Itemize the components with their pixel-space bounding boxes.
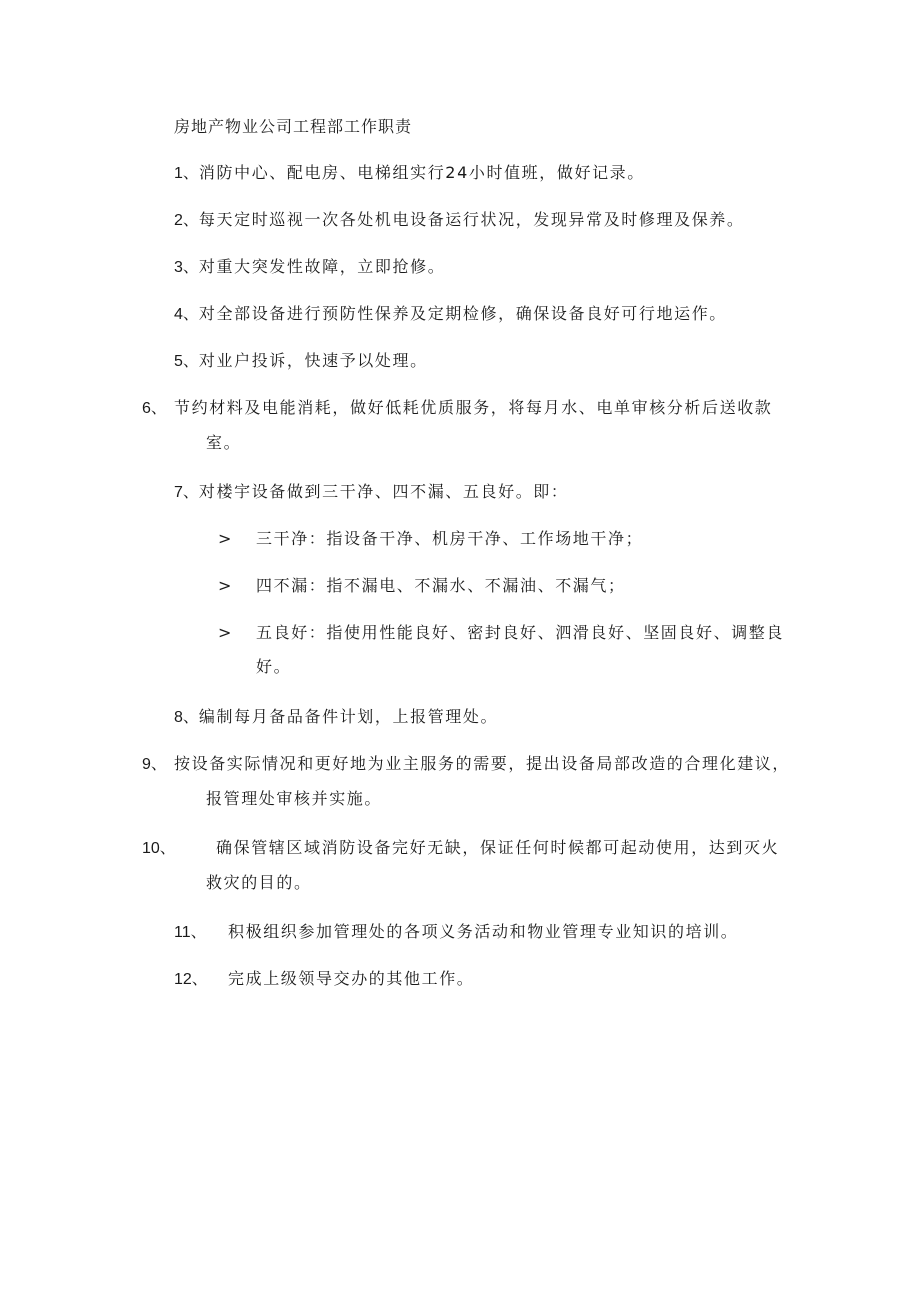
list-item: 6、 节约材料及电能消耗，做好低耗优质服务，将每月水、电单审核分析后送收款室。 xyxy=(142,398,773,452)
item-text: 每天定时巡视一次各处机电设备运行状况，发现异常及时修理及保养。 xyxy=(198,210,745,229)
chevron-right-icon: > xyxy=(218,576,232,595)
sub-item-text: 三干净：指设备干净、机房干净、工作场地干净； xyxy=(256,529,644,548)
item-number: 5、 xyxy=(174,353,199,370)
list-item xyxy=(174,203,790,238)
list-item xyxy=(174,962,790,997)
sub-item-text: 四不漏：指不漏电、不漏水、不漏油、不漏气； xyxy=(256,576,626,595)
item-number: 8、 xyxy=(174,709,199,726)
item-text: 积极组织参加管理处的各项义务活动和物业管理专业知识的培训。 xyxy=(228,922,739,941)
chevron-right-icon: > xyxy=(218,623,232,642)
item-number: 4、 xyxy=(174,306,199,323)
list-item xyxy=(174,250,790,285)
item-number: 11、 xyxy=(174,924,207,941)
item-number: 10、 xyxy=(142,840,176,857)
item-text: 编制每月备品备件计划，上报管理处。 xyxy=(198,707,499,726)
list-item xyxy=(174,156,790,191)
item-text: 对业户投诉，快速予以处理。 xyxy=(198,351,428,370)
list-item xyxy=(174,297,790,332)
chevron-right-icon: > xyxy=(218,529,232,548)
item-text: 对楼宇设备做到三干净、四不漏、五良好。即： xyxy=(198,482,569,501)
item-text: 消防中心、配电房、电梯组实行24小时值班，做好记录。 xyxy=(198,163,645,182)
sub-list-item xyxy=(218,616,816,684)
list-item xyxy=(174,475,790,510)
list-item xyxy=(174,344,790,379)
list-item xyxy=(174,700,790,735)
item-number: 7、 xyxy=(174,484,199,501)
item-text: 完成上级领导交办的其他工作。 xyxy=(228,969,475,988)
sub-list-item xyxy=(218,569,816,603)
list-item xyxy=(174,915,790,950)
item-text: 对重大突发性故障，立即抢修。 xyxy=(198,257,446,276)
item-number: 1、 xyxy=(174,165,199,182)
item-text: 确保管辖区域消防设备完好无缺，保证任何时候都可起动使用，达到灭火救灾的目的。 xyxy=(206,838,780,892)
list-item: 9、 按设备实际情况和更好地为业主服务的需要，提出设备局部改造的合理化建议，报管理处审核并实施。 xyxy=(142,754,791,808)
sub-item-text: 五良好：指使用性能良好、密封良好、泗滑良好、坚固良好、调整良好。 xyxy=(256,623,785,676)
list-item xyxy=(142,831,796,900)
item-number: 3、 xyxy=(174,259,199,276)
item-text: 对全部设备进行预防性保养及定期检修，确保设备良好可行地运作。 xyxy=(198,304,727,323)
document-title: 房地产物业公司工程部工作职责 xyxy=(174,117,413,136)
item-number: 2、 xyxy=(174,212,199,229)
sub-list-item xyxy=(218,522,816,556)
item-number: 12、 xyxy=(174,971,208,988)
item-text: 按设备实际情况和更好地为业主服务的需要，提出设备局部改造的合理化建议，报管理处审核并实施。 xyxy=(174,754,791,808)
item-text: 节约材料及电能消耗，做好低耗优质服务，将每月水、电单审核分析后送收款室。 xyxy=(174,398,773,452)
